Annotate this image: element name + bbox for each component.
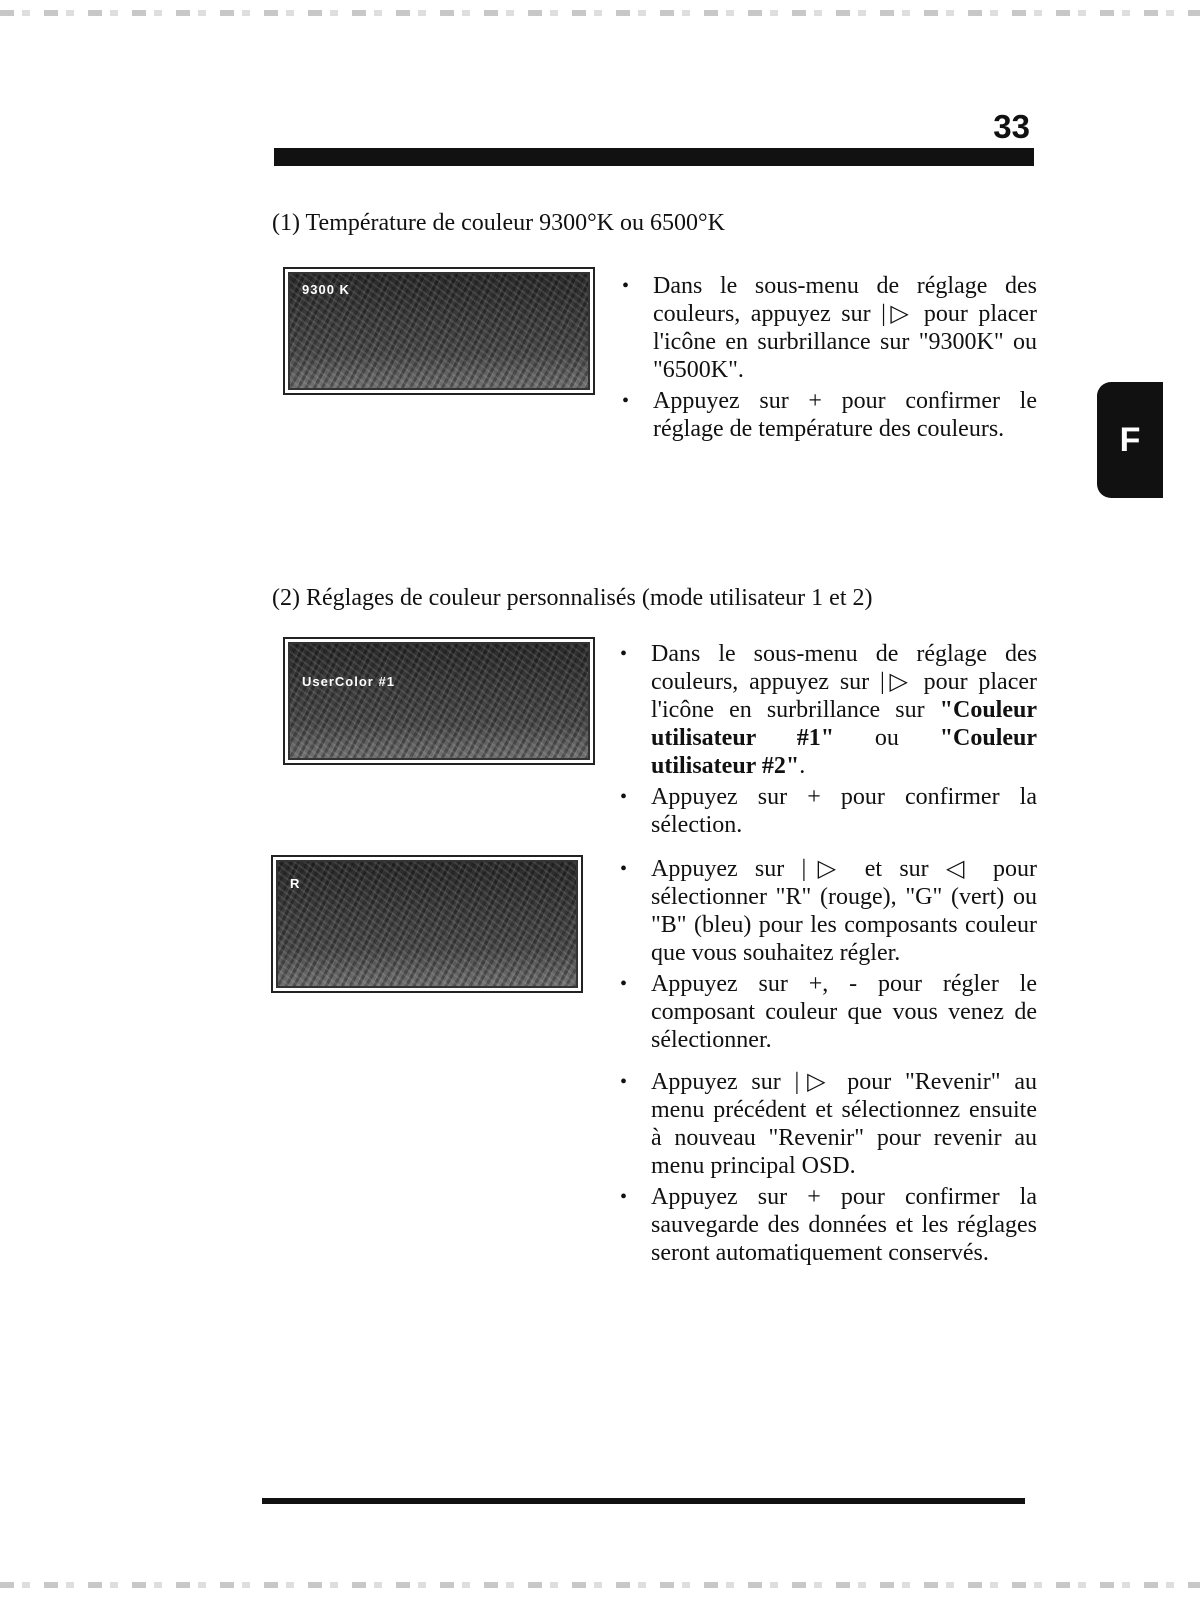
osd-label: UserColor #1: [302, 674, 395, 689]
list-item: [615, 783, 1037, 839]
page-number: 33: [993, 108, 1030, 145]
section-tab-label: F: [1119, 420, 1141, 459]
bullet-icon: •: [622, 390, 630, 412]
osd-label: 9300 K: [302, 282, 350, 297]
bullet-text: Appuyez sur |▷ pour "Revenir" au menu précédent et sélectionnez ensuite à nouveau "Revenir" pour revenir au menu principal OSD.: [651, 1069, 1037, 1179]
scan-artifact-bottom: [0, 1582, 1200, 1588]
bullet-text-part: ou: [834, 725, 940, 751]
bullet-icon: •: [622, 275, 630, 297]
section2-heading: (2) Réglages de couleur personnalisés (mode utilisateur 1 et 2): [272, 585, 873, 611]
bullet-text-bold: "Couleur utilisateur #2": [651, 725, 1038, 779]
section2-bullet-list: [615, 640, 1037, 1270]
bullet-icon: •: [620, 1186, 628, 1208]
bullet-text-bold: "Couleur utilisateur #1": [651, 697, 1037, 751]
osd-screenshot-rgb-adjust: [271, 855, 583, 993]
osd-screenshot-user-color: [283, 637, 595, 765]
osd-screenshot-inner: [288, 642, 590, 760]
bullet-text-part: Dans le sous-menu de réglage des couleurs, appuyez sur |▷ pour placer l'icône en surbrillance sur: [651, 641, 1037, 723]
osd-screenshot-color-temperature: [283, 267, 595, 395]
bullet-icon: •: [620, 643, 628, 665]
list-item: [617, 387, 1037, 443]
list-item: [615, 640, 1037, 780]
bullet-text: Dans le sous-menu de réglage des couleurs, appuyez sur |▷ pour placer l'icône en surbrillance sur "9300K" ou "6500K".: [653, 273, 1037, 383]
bullet-icon: •: [620, 786, 628, 808]
bullet-text: Appuyez sur + pour confirmer la sauvegarde des données et les réglages seront automatiquement conservés.: [651, 1184, 1037, 1266]
list-item: [615, 1068, 1037, 1180]
header-rule: [274, 148, 1034, 166]
bullet-text: [651, 640, 1037, 780]
list-item: [615, 855, 1037, 967]
list-item: [615, 1183, 1037, 1267]
osd-screenshot-inner: [288, 272, 590, 390]
section1-heading: (1) Température de couleur 9300°K ou 6500°K: [272, 210, 725, 236]
bullet-text: Appuyez sur +, - pour régler le composant couleur que vous venez de sélectionner.: [651, 971, 1037, 1053]
bullet-icon: •: [620, 858, 628, 880]
bullet-text: Appuyez sur + pour confirmer le réglage de température des couleurs.: [653, 388, 1037, 442]
scan-artifact-top: [0, 10, 1200, 16]
bullet-text-part: .: [799, 753, 806, 779]
osd-label: R: [290, 876, 301, 891]
bullet-icon: •: [620, 973, 628, 995]
section1-bullet-list: [617, 272, 1037, 446]
bullet-icon: •: [620, 1071, 628, 1093]
list-item: [617, 272, 1037, 384]
bullet-text: Appuyez sur + pour confirmer la sélection.: [651, 784, 1037, 838]
bullet-text: Appuyez sur |▷ et sur ◁ pour sélectionner "R" (rouge), "G" (vert) ou "B" (bleu) pour les composants couleur que vous souhaitez régler.: [651, 856, 1037, 966]
list-item: [615, 970, 1037, 1054]
section-tab: [1097, 382, 1163, 498]
osd-screenshot-inner: [276, 860, 578, 988]
footer-rule: [262, 1498, 1025, 1504]
